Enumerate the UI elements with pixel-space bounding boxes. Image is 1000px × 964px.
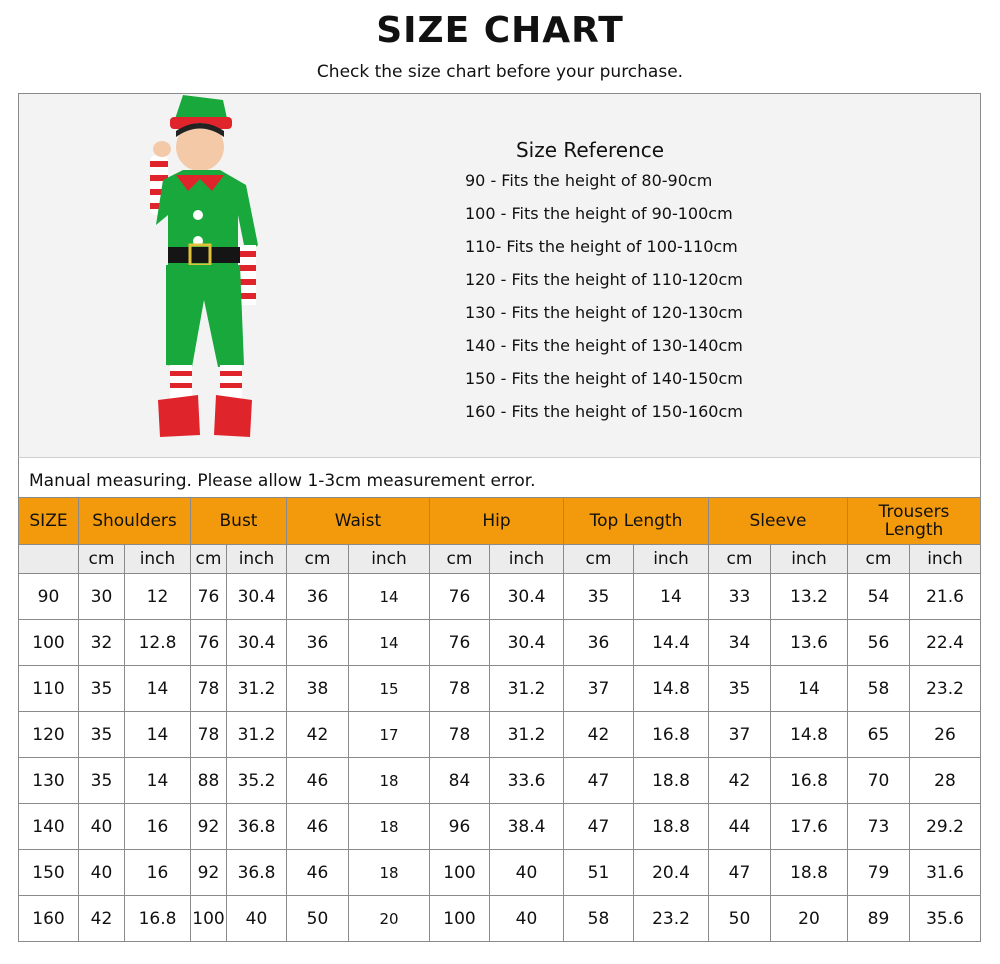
size-cell: 100 xyxy=(19,620,79,666)
size-cell: 150 xyxy=(19,850,79,896)
table-row xyxy=(19,850,981,896)
unit-cell-empty xyxy=(19,545,79,574)
size-table xyxy=(18,497,981,942)
table-cell: 30.4 xyxy=(227,620,287,666)
unit-cell: inch xyxy=(910,545,981,574)
table-cell: 28 xyxy=(910,758,981,804)
table-cell: 31.2 xyxy=(490,666,564,712)
size-reference-title: Size Reference xyxy=(515,138,665,162)
table-cell: 14 xyxy=(125,712,191,758)
table-cell: 33 xyxy=(709,574,771,620)
table-cell: 78 xyxy=(191,666,227,712)
header-waist: Waist xyxy=(287,498,430,545)
size-reference-item: 160 - Fits the height of 150-160cm xyxy=(465,402,743,421)
table-cell: 58 xyxy=(564,896,634,942)
table-row xyxy=(19,758,981,804)
table-cell: 18.8 xyxy=(634,804,709,850)
table-cell: 89 xyxy=(848,896,910,942)
table-cell: 84 xyxy=(430,758,490,804)
table-cell: 76 xyxy=(430,620,490,666)
table-cell: 88 xyxy=(191,758,227,804)
table-cell: 44 xyxy=(709,804,771,850)
table-cell: 12.8 xyxy=(125,620,191,666)
table-cell: 16 xyxy=(125,804,191,850)
table-cell: 14.4 xyxy=(634,620,709,666)
table-cell: 36 xyxy=(287,574,349,620)
table-cell: 30.4 xyxy=(490,620,564,666)
table-cell: 35 xyxy=(79,666,125,712)
table-cell: 36 xyxy=(564,620,634,666)
table-cell: 40 xyxy=(79,804,125,850)
table-cell: 36 xyxy=(287,620,349,666)
table-cell: 21.6 xyxy=(910,574,981,620)
table-cell: 14 xyxy=(771,666,848,712)
table-cell: 46 xyxy=(287,850,349,896)
table-cell: 100 xyxy=(191,896,227,942)
table-cell: 18 xyxy=(349,804,430,850)
table-cell: 76 xyxy=(191,620,227,666)
table-cell: 30.4 xyxy=(227,574,287,620)
table-cell: 38 xyxy=(287,666,349,712)
header-sleeve: Sleeve xyxy=(709,498,848,545)
header-shoulders: Shoulders xyxy=(79,498,191,545)
table-cell: 16.8 xyxy=(634,712,709,758)
table-cell: 35.2 xyxy=(227,758,287,804)
unit-cell: cm xyxy=(564,545,634,574)
size-reference-list xyxy=(465,168,743,432)
table-cell: 34 xyxy=(709,620,771,666)
table-cell: 15 xyxy=(349,666,430,712)
unit-cell: inch xyxy=(349,545,430,574)
size-cell: 120 xyxy=(19,712,79,758)
table-cell: 18.8 xyxy=(771,850,848,896)
table-cell: 22.4 xyxy=(910,620,981,666)
header-bust: Bust xyxy=(191,498,287,545)
table-header-row xyxy=(19,498,981,545)
table-row xyxy=(19,712,981,758)
table-cell: 56 xyxy=(848,620,910,666)
size-reference-item: 150 - Fits the height of 140-150cm xyxy=(465,369,743,388)
unit-cell: cm xyxy=(430,545,490,574)
size-reference-item: 120 - Fits the height of 110-120cm xyxy=(465,270,743,289)
table-row xyxy=(19,896,981,942)
unit-cell: inch xyxy=(490,545,564,574)
unit-cell: cm xyxy=(191,545,227,574)
unit-cell: cm xyxy=(287,545,349,574)
size-reference-item: 90 - Fits the height of 80-90cm xyxy=(465,171,713,190)
size-cell: 140 xyxy=(19,804,79,850)
table-row xyxy=(19,804,981,850)
table-cell: 50 xyxy=(287,896,349,942)
unit-cell: inch xyxy=(634,545,709,574)
table-cell: 92 xyxy=(191,850,227,896)
table-cell: 36.8 xyxy=(227,850,287,896)
table-cell: 42 xyxy=(287,712,349,758)
table-cell: 29.2 xyxy=(910,804,981,850)
table-cell: 33.6 xyxy=(490,758,564,804)
table-cell: 14 xyxy=(125,758,191,804)
table-cell: 47 xyxy=(564,804,634,850)
table-cell: 46 xyxy=(287,758,349,804)
table-cell: 20.4 xyxy=(634,850,709,896)
size-cell: 160 xyxy=(19,896,79,942)
table-cell: 23.2 xyxy=(634,896,709,942)
header-size: SIZE xyxy=(19,498,79,545)
table-cell: 20 xyxy=(771,896,848,942)
table-cell: 31.6 xyxy=(910,850,981,896)
table-cell: 50 xyxy=(709,896,771,942)
table-cell: 14 xyxy=(349,574,430,620)
header-trousers-length: Trousers Length xyxy=(848,498,981,545)
measurement-note: Manual measuring. Please allow 1-3cm measurement error. xyxy=(18,457,981,497)
page-subtitle: Check the size chart before your purchase. xyxy=(316,62,684,82)
table-cell: 30.4 xyxy=(490,574,564,620)
unit-cell: cm xyxy=(79,545,125,574)
table-cell: 46 xyxy=(287,804,349,850)
size-reference-item: 140 - Fits the height of 130-140cm xyxy=(465,336,743,355)
table-cell: 35.6 xyxy=(910,896,981,942)
table-cell: 40 xyxy=(490,896,564,942)
table-cell: 18.8 xyxy=(634,758,709,804)
table-cell: 18 xyxy=(349,850,430,896)
table-cell: 16.8 xyxy=(771,758,848,804)
table-cell: 23.2 xyxy=(910,666,981,712)
unit-cell: cm xyxy=(709,545,771,574)
table-cell: 14 xyxy=(634,574,709,620)
table-cell: 14 xyxy=(349,620,430,666)
table-cell: 37 xyxy=(564,666,634,712)
table-cell: 17.6 xyxy=(771,804,848,850)
unit-cell: inch xyxy=(771,545,848,574)
table-cell: 42 xyxy=(79,896,125,942)
table-row xyxy=(19,666,981,712)
table-cell: 58 xyxy=(848,666,910,712)
table-cell: 20 xyxy=(349,896,430,942)
header-top-length: Top Length xyxy=(564,498,709,545)
unit-cell: cm xyxy=(848,545,910,574)
size-cell: 110 xyxy=(19,666,79,712)
table-cell: 100 xyxy=(430,896,490,942)
table-cell: 32 xyxy=(79,620,125,666)
table-cell: 35 xyxy=(79,712,125,758)
table-cell: 78 xyxy=(191,712,227,758)
table-cell: 16 xyxy=(125,850,191,896)
table-cell: 13.2 xyxy=(771,574,848,620)
table-cell: 42 xyxy=(709,758,771,804)
table-cell: 100 xyxy=(430,850,490,896)
table-cell: 51 xyxy=(564,850,634,896)
elf-costume-photo xyxy=(128,95,278,445)
table-cell: 76 xyxy=(430,574,490,620)
table-cell: 14.8 xyxy=(634,666,709,712)
table-cell: 37 xyxy=(709,712,771,758)
table-cell: 47 xyxy=(709,850,771,896)
table-cell: 31.2 xyxy=(227,712,287,758)
table-cell: 40 xyxy=(490,850,564,896)
table-row xyxy=(19,574,981,620)
size-reference-item: 100 - Fits the height of 90-100cm xyxy=(465,204,733,223)
table-cell: 42 xyxy=(564,712,634,758)
table-cell: 35 xyxy=(709,666,771,712)
table-cell: 12 xyxy=(125,574,191,620)
table-row xyxy=(19,620,981,666)
table-cell: 17 xyxy=(349,712,430,758)
table-cell: 26 xyxy=(910,712,981,758)
table-cell: 31.2 xyxy=(227,666,287,712)
size-cell: 90 xyxy=(19,574,79,620)
header-hip: Hip xyxy=(430,498,564,545)
table-cell: 78 xyxy=(430,666,490,712)
table-unit-row xyxy=(19,545,981,574)
table-cell: 73 xyxy=(848,804,910,850)
table-cell: 54 xyxy=(848,574,910,620)
table-cell: 76 xyxy=(191,574,227,620)
table-cell: 14.8 xyxy=(771,712,848,758)
size-cell: 130 xyxy=(19,758,79,804)
table-cell: 38.4 xyxy=(490,804,564,850)
table-cell: 16.8 xyxy=(125,896,191,942)
size-reference-item: 110- Fits the height of 100-110cm xyxy=(465,237,738,256)
unit-cell: inch xyxy=(227,545,287,574)
table-cell: 36.8 xyxy=(227,804,287,850)
table-cell: 31.2 xyxy=(490,712,564,758)
size-reference-item: 130 - Fits the height of 120-130cm xyxy=(465,303,743,322)
table-cell: 18 xyxy=(349,758,430,804)
unit-cell: inch xyxy=(125,545,191,574)
table-cell: 92 xyxy=(191,804,227,850)
table-cell: 35 xyxy=(564,574,634,620)
table-cell: 79 xyxy=(848,850,910,896)
table-cell: 40 xyxy=(227,896,287,942)
table-cell: 96 xyxy=(430,804,490,850)
table-cell: 30 xyxy=(79,574,125,620)
table-cell: 40 xyxy=(79,850,125,896)
page-title: SIZE CHART xyxy=(376,10,624,51)
table-cell: 35 xyxy=(79,758,125,804)
table-cell: 47 xyxy=(564,758,634,804)
table-cell: 14 xyxy=(125,666,191,712)
table-cell: 13.6 xyxy=(771,620,848,666)
table-cell: 70 xyxy=(848,758,910,804)
table-cell: 78 xyxy=(430,712,490,758)
table-cell: 65 xyxy=(848,712,910,758)
